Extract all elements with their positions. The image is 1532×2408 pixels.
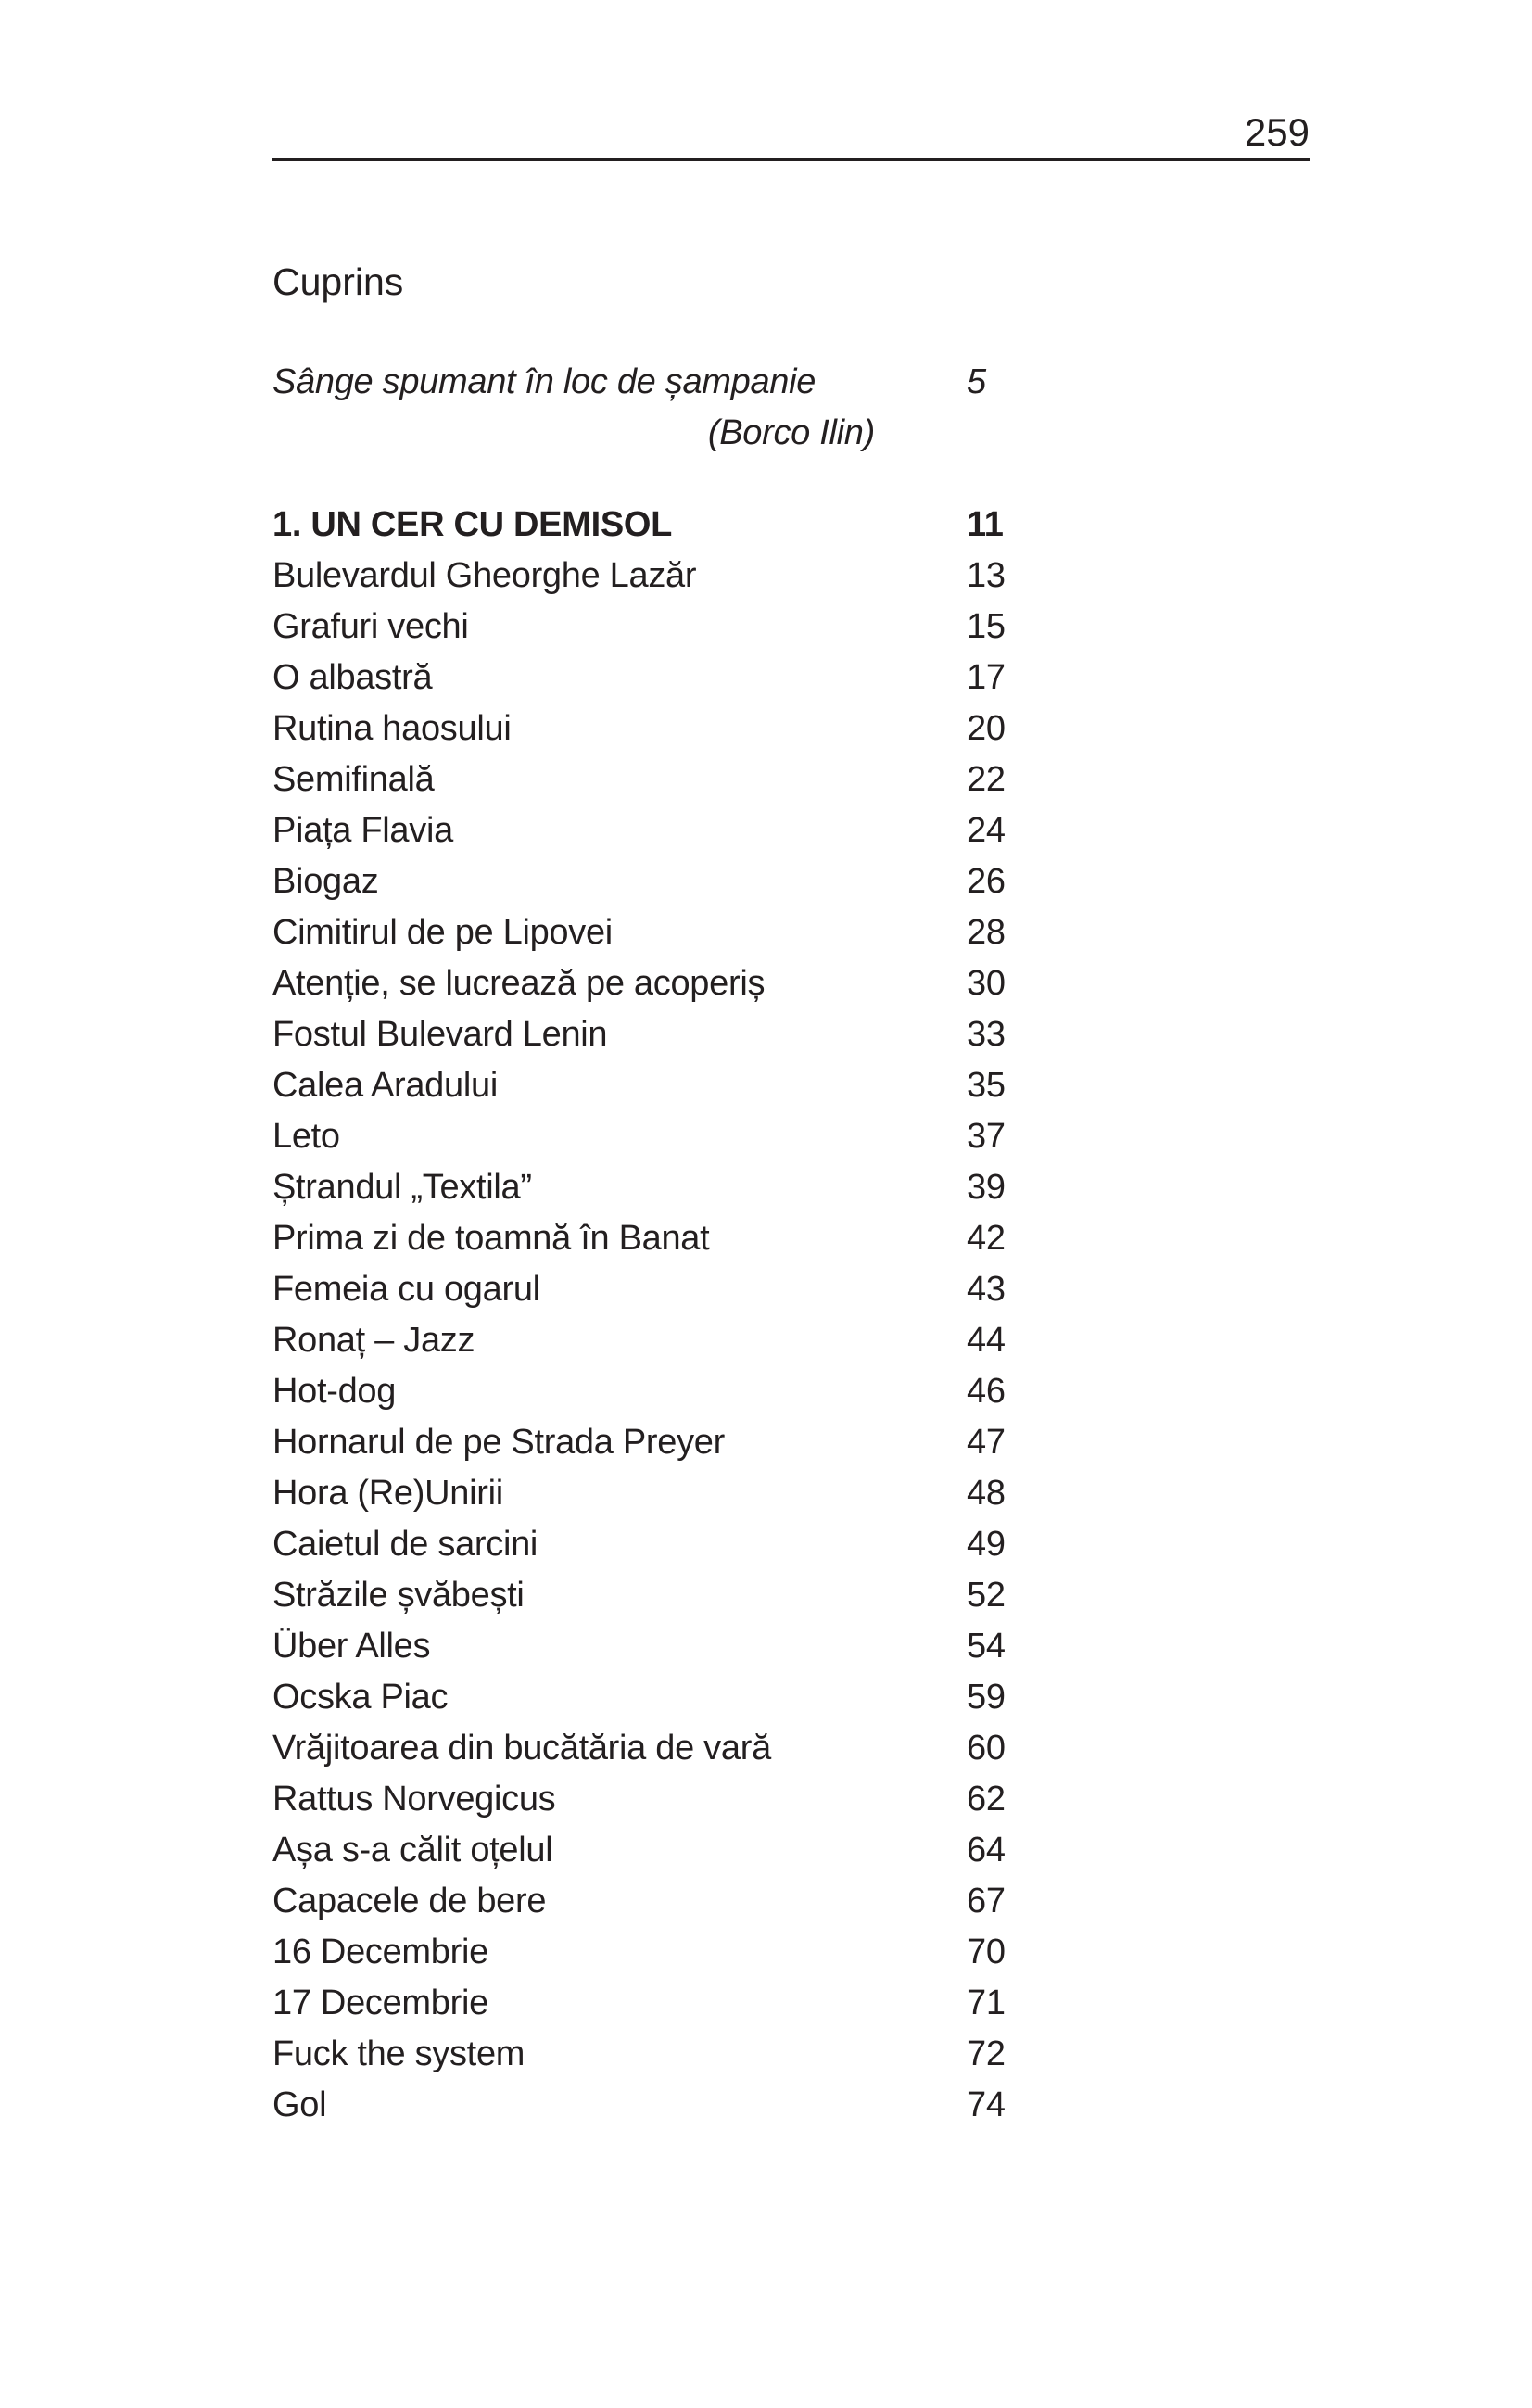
entry-author: (Borco Ilin) [707, 413, 875, 452]
entry-title: Fostul Bulevard Lenin [272, 1015, 608, 1054]
entry-page: 26 [967, 862, 1006, 901]
entry-page: 42 [967, 1219, 1006, 1258]
toc-title: Cuprins [272, 260, 404, 303]
entry-title: Atenție, se lucrează pe acoperiș [272, 964, 766, 1003]
toc-entry [272, 1366, 1107, 1417]
toc-entry [272, 1315, 1107, 1366]
entry-title: Rutina haosului [272, 709, 512, 748]
toc-entry [272, 1162, 1107, 1213]
entry-page: 70 [967, 1933, 1006, 1971]
toc-entry [272, 907, 1107, 958]
header-rule [272, 158, 1310, 161]
entry-page: 43 [967, 1270, 1006, 1309]
toc-entry [272, 1519, 1107, 1570]
section-page: 11 [967, 505, 1004, 544]
toc-intro-author [272, 408, 1107, 459]
entry-title: Rattus Norvegicus [272, 1780, 556, 1819]
section-title: 1. UN CER CU DEMISOL [272, 505, 673, 544]
toc-entry [272, 1825, 1107, 1876]
toc-entry [272, 1468, 1107, 1519]
entry-title: Ștrandul „Textila” [272, 1168, 532, 1207]
toc-entry [272, 2029, 1107, 2080]
entry-page: 39 [967, 1168, 1006, 1207]
entry-page: 54 [967, 1627, 1006, 1666]
entry-page: 30 [967, 964, 1006, 1003]
entry-title: O albastră [272, 658, 433, 697]
entry-title: Femeia cu ogarul [272, 1270, 540, 1309]
toc-entry [272, 856, 1107, 907]
toc-entry [272, 1774, 1107, 1825]
toc-entry [272, 1927, 1107, 1978]
entry-page: 15 [967, 607, 1006, 646]
toc-intro-entry [272, 357, 1107, 408]
toc-entry [272, 602, 1107, 653]
entry-page: 20 [967, 709, 1006, 748]
entry-title: Bulevardul Gheorghe Lazăr [272, 556, 697, 595]
toc-entry [272, 1009, 1107, 1060]
entry-page: 22 [967, 760, 1006, 799]
toc-list [0, 500, 1006, 2131]
entry-title: Hot-dog [272, 1372, 397, 1411]
toc-entry [272, 2080, 1107, 2131]
toc-entry [272, 1111, 1107, 1162]
toc-entry [272, 1621, 1107, 1672]
entry-page: 64 [967, 1831, 1006, 1869]
entry-page: 67 [967, 1882, 1006, 1920]
toc-section-heading [272, 500, 1107, 551]
entry-page: 59 [967, 1678, 1006, 1717]
toc-entry [272, 958, 1107, 1009]
toc-entry [272, 1978, 1107, 2029]
entry-title: Capacele de bere [272, 1882, 547, 1920]
toc-entry [272, 1570, 1107, 1621]
entry-title: Grafuri vechi [272, 607, 469, 646]
toc-entry [272, 653, 1107, 703]
toc-entry [272, 1723, 1107, 1774]
entry-page: 44 [967, 1321, 1006, 1360]
entry-title: 16 Decembrie [272, 1933, 488, 1971]
entry-page: 60 [967, 1729, 1006, 1768]
entry-title: Über Alles [272, 1627, 431, 1666]
toc-entry [272, 1672, 1107, 1723]
entry-title: Cimitirul de pe Lipovei [272, 913, 613, 952]
entry-title: 17 Decembrie [272, 1983, 488, 2022]
entry-page: 33 [967, 1015, 1006, 1054]
entry-title: Vrăjitoarea din bucătăria de vară [272, 1729, 771, 1768]
entry-title: Hora (Re)Unirii [272, 1474, 503, 1513]
entry-page: 35 [967, 1066, 1006, 1105]
entry-page: 5 [967, 362, 986, 401]
entry-page: 13 [967, 556, 1006, 595]
entry-title: Piața Flavia [272, 811, 453, 850]
entry-page: 62 [967, 1780, 1006, 1819]
entry-title: Calea Aradului [272, 1066, 498, 1105]
entry-title: Străzile șvăbești [272, 1576, 525, 1615]
entry-title: Prima zi de toamnă în Banat [272, 1219, 710, 1258]
entry-title: Hornarul de pe Strada Preyer [272, 1423, 725, 1462]
entry-page: 46 [967, 1372, 1006, 1411]
toc-entry [272, 1213, 1107, 1264]
toc-entry [272, 703, 1107, 754]
entry-title: Sânge spumant în loc de șampanie [272, 362, 817, 401]
entry-page: 49 [967, 1525, 1006, 1564]
entry-page: 72 [967, 2034, 1006, 2073]
toc-entry [272, 1060, 1107, 1111]
entry-page: 37 [967, 1117, 1006, 1156]
entry-title: Biogaz [272, 862, 379, 901]
toc-entry [272, 551, 1107, 602]
entry-page: 48 [967, 1474, 1006, 1513]
toc-entry [272, 1264, 1107, 1315]
entry-page: 47 [967, 1423, 1006, 1462]
toc-entry [272, 754, 1107, 805]
toc-entry [272, 1417, 1107, 1468]
entry-title: Semifinală [272, 760, 435, 799]
entry-title: Fuck the system [272, 2034, 525, 2073]
toc-entry [272, 1876, 1107, 1927]
entry-title: Ronaț – Jazz [272, 1321, 475, 1360]
entry-page: 24 [967, 811, 1006, 850]
entry-page: 28 [967, 913, 1006, 952]
entry-page: 74 [967, 2085, 1006, 2124]
entry-page: 17 [967, 658, 1006, 697]
page-number: 259 [1244, 110, 1310, 154]
entry-title: Caietul de sarcini [272, 1525, 538, 1564]
entry-title: Ocska Piac [272, 1678, 449, 1717]
entry-title: Așa s-a călit oțelul [272, 1831, 553, 1869]
entry-title: Leto [272, 1117, 340, 1156]
entry-page: 71 [967, 1983, 1006, 2022]
entry-page: 52 [967, 1576, 1006, 1615]
entry-title: Gol [272, 2085, 327, 2124]
toc-entry [272, 805, 1107, 856]
